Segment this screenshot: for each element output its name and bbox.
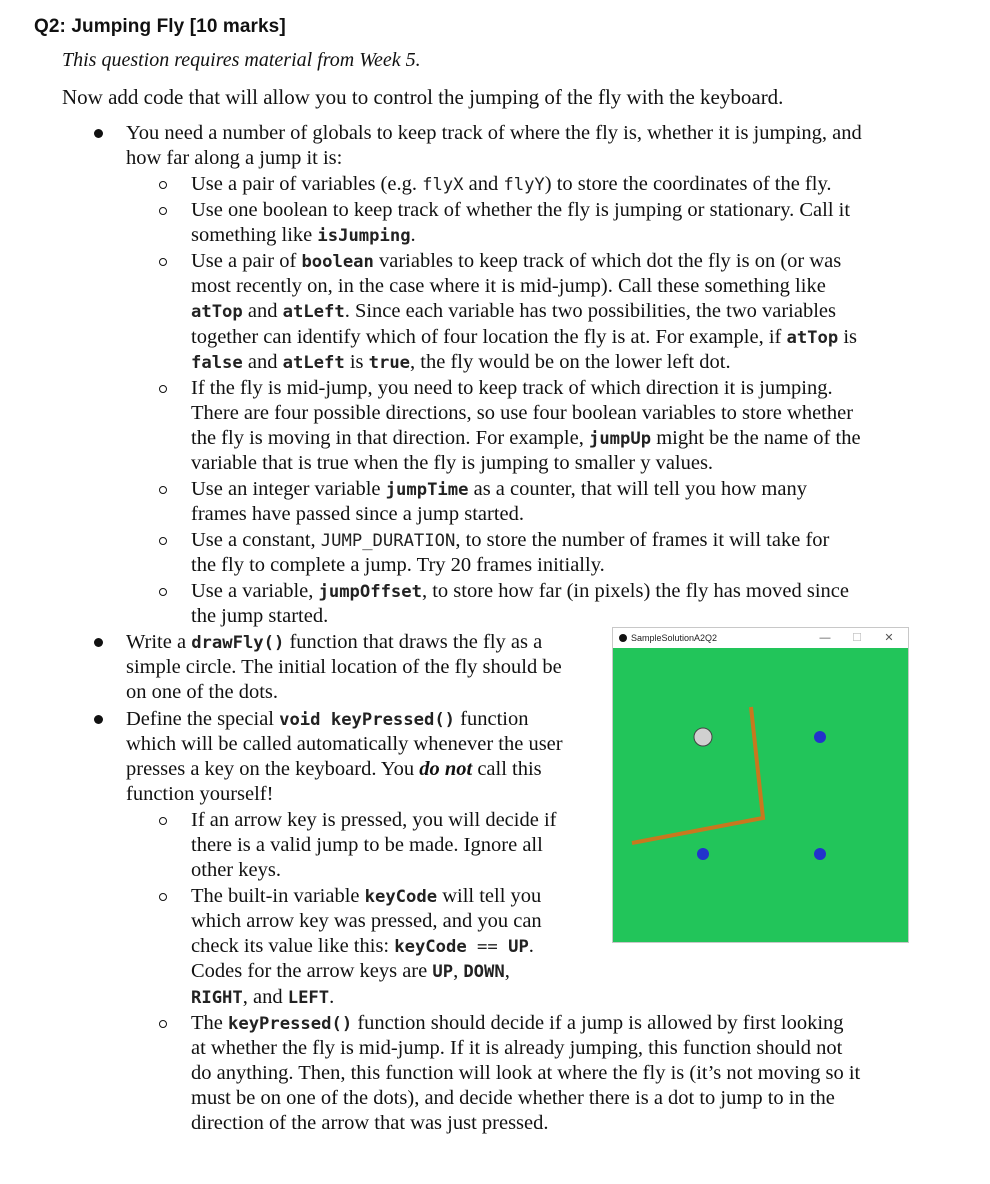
- question-intro: Now add code that will allow you to control the jumping of the fly with the keyboard.: [62, 85, 784, 109]
- bullet3-line2: which will be called automatically whenever the user: [126, 733, 563, 755]
- app-icon: [619, 634, 627, 642]
- sub-bullet-marker: [159, 537, 167, 545]
- bullet3-line4: function yourself!: [126, 783, 274, 805]
- sub-bullet-marker: [159, 207, 167, 215]
- sub10-line1: The keyPressed() function should decide if a jump is allowed by first looking: [191, 1012, 844, 1034]
- fly-trail-line: [632, 707, 763, 843]
- sub1-line1: Use a pair of variables (e.g. flyX and flyY) to store the coordinates of the fly.: [191, 173, 832, 195]
- sub-bullet-marker: [159, 258, 167, 266]
- bullet2-line2: simple circle. The initial location of the fly should be: [126, 656, 562, 678]
- dot-bottom-left: [697, 848, 709, 860]
- sub7-line1: Use a variable, jumpOffset, to store how far (in pixels) the fly has moved since: [191, 580, 849, 602]
- bullet1-line2: how far along a jump it is:: [126, 147, 343, 169]
- bullet2-line1: Write a drawFly() function that draws the fly as a: [126, 631, 543, 653]
- sub8-line2: there is a valid jump to be made. Ignore all: [191, 834, 543, 856]
- sample-solution-window: [612, 627, 909, 943]
- sub7-line2: the jump started.: [191, 605, 329, 627]
- minimize-button[interactable]: —: [819, 632, 831, 644]
- bullet-marker: [94, 715, 103, 724]
- sub8-line1: If an arrow key is pressed, you will decide if: [191, 809, 557, 831]
- sub-bullet-marker: [159, 893, 167, 901]
- sub3-line4: together can identify which of four location the fly is at. For example, if atTop is: [191, 326, 858, 348]
- sub9-line1: The built-in variable keyCode will tell you: [191, 885, 542, 907]
- sub4-line4: variable that is true when the fly is jumping to smaller y values.: [191, 452, 714, 474]
- dot-top-right: [814, 731, 826, 743]
- sub6-line1: Use a constant, JUMP_DURATION, to store the number of frames it will take for: [191, 529, 830, 551]
- sub9-line2: which arrow key was pressed, and you can: [191, 910, 542, 932]
- sketch-drawing: [613, 648, 908, 942]
- sub6-line2: the fly to complete a jump. Try 20 frames initially.: [191, 554, 605, 576]
- question-heading: Q2: Jumping Fly [10 marks]: [34, 16, 286, 37]
- sub3-line3: atTop and atLeft. Since each variable has two possibilities, the two variables: [191, 300, 837, 322]
- window-titlebar[interactable]: [613, 628, 908, 648]
- sub3-line1: Use a pair of boolean variables to keep track of which dot the fly is on (or was: [191, 250, 842, 272]
- sub-bullet-marker: [159, 181, 167, 189]
- sub9-line3: check its value like this: keyCode == UP.: [191, 935, 534, 957]
- sub2-line2: something like isJumping.: [191, 224, 416, 246]
- dot-bottom-right: [814, 848, 826, 860]
- sub-bullet-marker: [159, 486, 167, 494]
- bullet1-line1: You need a number of globals to keep track of where the fly is, whether it is jumping, and: [126, 122, 862, 144]
- sub10-line4: must be on one of the dots), and decide whether there is a dot to jump to in the: [191, 1087, 835, 1109]
- bullet-marker: [94, 129, 103, 138]
- sub-bullet-marker: [159, 588, 167, 596]
- sub4-line1: If the fly is mid-jump, you need to keep track of which direction it is jumping.: [191, 377, 833, 399]
- sub9-line4: Codes for the arrow keys are UP, DOWN,: [191, 960, 510, 982]
- sub4-line3: the fly is moving in that direction. For example, jumpUp might be the name of the: [191, 427, 861, 449]
- sub3-line2: most recently on, in the case where it is mid-jump). Call these something like: [191, 275, 826, 297]
- sub5-line2: frames have passed since a jump started.: [191, 503, 525, 525]
- sub5-line1: Use an integer variable jumpTime as a counter, that will tell you how many: [191, 478, 807, 500]
- sub8-line3: other keys.: [191, 859, 281, 881]
- sub3-line5: false and atLeft is true, the fly would be on the lower left dot.: [191, 351, 731, 373]
- window-title: SampleSolutionA2Q2: [631, 633, 718, 643]
- close-button[interactable]: ✕: [884, 632, 894, 644]
- sub-bullet-marker: [159, 385, 167, 393]
- sub-bullet-marker: [159, 817, 167, 825]
- sketch-canvas: [613, 648, 908, 942]
- bullet-marker: [94, 638, 103, 647]
- sub10-line3: do anything. Then, this function will look at where the fly is (it’s not moving so it: [191, 1062, 861, 1084]
- sub2-line1: Use one boolean to keep track of whether the fly is jumping or stationary. Call it: [191, 199, 851, 221]
- bullet3-line1: Define the special void keyPressed() function: [126, 708, 529, 730]
- sub-bullet-marker: [159, 1020, 167, 1028]
- bullet3-line3: presses a key on the keyboard. You do not call this: [126, 758, 542, 780]
- fly: [694, 728, 712, 746]
- sub9-line5: RIGHT, and LEFT.: [191, 986, 335, 1008]
- sub4-line2: There are four possible directions, so use four boolean variables to store whether: [191, 402, 854, 424]
- maximize-button[interactable]: ☐: [852, 632, 862, 644]
- question-subtitle: This question requires material from Week 5.: [62, 49, 421, 71]
- bullet2-line3: on one of the dots.: [126, 681, 279, 703]
- sub10-line2: at whether the fly is mid-jump. If it is already jumping, this function should not: [191, 1037, 843, 1059]
- sub10-line5: direction of the arrow that was just pressed.: [191, 1112, 549, 1134]
